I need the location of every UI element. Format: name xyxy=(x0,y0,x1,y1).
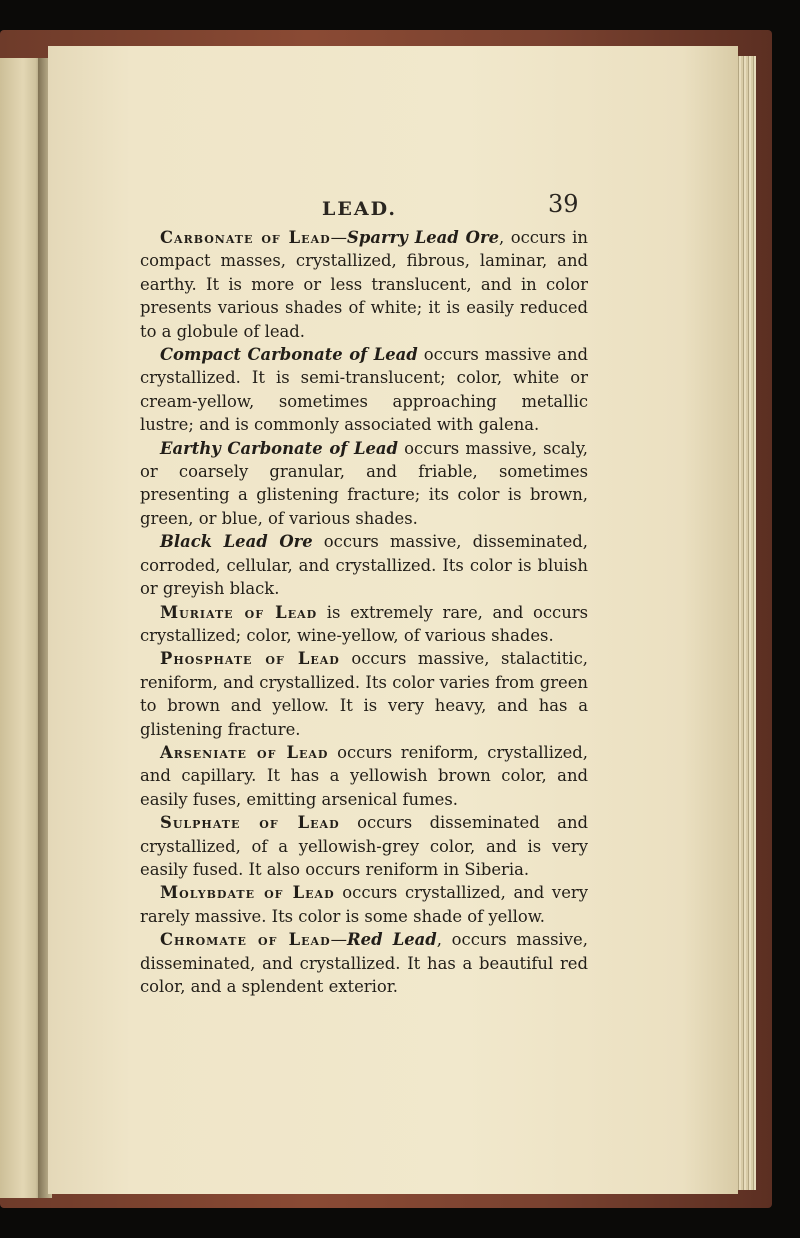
paragraph-text: is extremely rare, and occurs crystallized; color, wine-yellow, of various shades. xyxy=(140,602,588,645)
paragraph-muriate xyxy=(140,601,588,648)
dash: — xyxy=(330,228,348,247)
paragraph-earthy-carbonate xyxy=(140,437,588,531)
paragraph-phosphate xyxy=(140,647,588,741)
mineral-name: Molybdate of Lead xyxy=(160,883,335,903)
paragraph-text: occurs massive, disseminated, corroded, cellular, and crystallized. Its color is bluish or greyish black. xyxy=(140,532,588,599)
paragraph-text: occurs reniform, crystallized, and capillary. It has a yellowish brown color, and easily fuses, emitting arsenical fumes. xyxy=(140,742,588,809)
paragraph-compact-carbonate xyxy=(140,343,588,437)
mineral-name: Carbonate of Lead xyxy=(160,228,331,247)
mineral-name: Sulphate of Lead xyxy=(160,813,340,833)
running-head: LEAD. xyxy=(322,198,397,220)
paragraph-text: occurs massive and crystallized. It is semi-translucent; color, white or cream-yellow, sometimes approaching metallic lustre; and is commonly associated with galena. xyxy=(140,345,588,435)
paragraph-text: , occurs massive, disseminated, and crystallized. It has a beautiful red color, and a splendent exterior. xyxy=(140,930,588,996)
paragraph-molybdate xyxy=(140,881,588,928)
paragraph-carbonate xyxy=(140,226,588,343)
mineral-name: Phosphate of Lead xyxy=(160,649,340,669)
paragraph-text: , occurs in compact masses, crystallized, fibrous, laminar, and earthy. It is more or less translucent, and in color presents various shades of white; it is easily reduced to a globule of lead. xyxy=(140,228,588,341)
paragraph-text: occurs crystallized, and very rarely massive. Its color is some shade of yellow. xyxy=(140,883,588,926)
paragraph-arseniate xyxy=(140,741,588,811)
paragraph-sulphate xyxy=(140,811,588,881)
body-text xyxy=(140,226,588,998)
mineral-name: Muriate of Lead xyxy=(160,602,318,622)
facing-page-edge xyxy=(0,58,42,1198)
page-number: 39 xyxy=(548,190,579,218)
mineral-name: Arseniate of Lead xyxy=(160,742,329,762)
mineral-name: Black Lead Ore xyxy=(160,532,313,552)
mineral-synonym: Sparry Lead Ore xyxy=(347,228,500,247)
mineral-synonym: Red Lead xyxy=(347,930,437,950)
mineral-name: Earthy Carbonate of Lead xyxy=(160,438,399,458)
paragraph-black-lead-ore xyxy=(140,530,588,600)
page-header xyxy=(60,190,580,226)
mineral-name: Chromate of Lead xyxy=(160,930,331,950)
paragraph-chromate xyxy=(140,928,588,998)
page-stack-edge xyxy=(736,56,756,1190)
mineral-name: Compact Carbonate of Lead xyxy=(160,345,418,365)
paragraph-text: occurs massive, stalactitic, reniform, and crystallized. Its color varies from green to brown and yellow. It is very heavy, and has a glistening fracture. xyxy=(140,649,588,739)
paragraph-text: occurs disseminated and crystallized, of a yellowish-grey color, and is very easily fused. It also occurs reniform in Siberia. xyxy=(140,813,588,879)
paragraph-text: occurs massive, scaly, or coarsely granular, and friable, sometimes presenting a glistening fracture; its color is brown, green, or blue, of various shades. xyxy=(140,438,588,528)
dash: — xyxy=(330,930,348,950)
